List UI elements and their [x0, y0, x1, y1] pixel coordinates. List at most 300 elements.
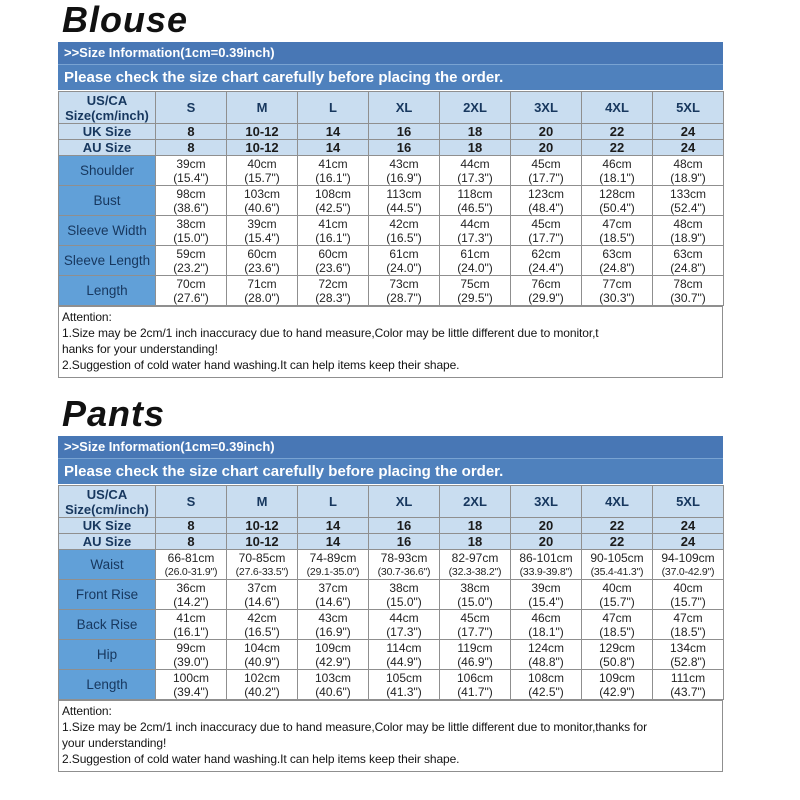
measurement-row	[59, 640, 724, 670]
measure-cm-line: 38cm	[389, 580, 419, 595]
measure-cell	[369, 550, 440, 580]
measure-cm-line: 78cm	[673, 276, 703, 291]
blouse-section	[58, 0, 723, 378]
measure-inch-line: (29.5")	[457, 290, 493, 305]
measure-inch-line: (15.7")	[599, 594, 635, 609]
row-label: Length	[59, 670, 156, 700]
measure-cm-line: 99cm	[176, 640, 206, 655]
measure-inch-line: (24.4")	[528, 260, 564, 275]
measure-cell	[369, 276, 440, 306]
size-col-header: 3XL	[511, 92, 582, 124]
row-label: Bust	[59, 186, 156, 216]
measure-cell	[440, 186, 511, 216]
measure-cell	[582, 550, 653, 580]
measure-cell	[511, 550, 582, 580]
measure-cm-line: 78-93cm	[380, 550, 428, 565]
measure-inch-line: (52.4")	[670, 200, 706, 215]
size-value-cell: 16	[369, 140, 440, 156]
size-conversion-row	[59, 518, 724, 534]
measure-cm-line: 128cm	[598, 186, 636, 201]
measure-inch-line: (15.7")	[244, 170, 280, 185]
measure-inch-line: (40.6")	[244, 200, 280, 215]
pants-size-table	[58, 485, 724, 700]
measure-cm-line: 47cm	[673, 610, 703, 625]
measure-cell	[156, 640, 227, 670]
attention-line: 2.Suggestion of cold water hand washing.It can help items keep their shape.	[62, 358, 460, 372]
size-col-header: 4XL	[582, 92, 653, 124]
measure-inch-line: (17.7")	[528, 170, 564, 185]
measure-inch-line: (18.9")	[670, 170, 706, 185]
measure-inch-line: (41.7")	[457, 684, 493, 699]
attention-line: 1.Size may be 2cm/1 inch inaccuracy due to hand measure,Color may be little different due to monitor,thanks for	[62, 720, 647, 734]
measure-cell	[582, 640, 653, 670]
measure-cell	[653, 216, 724, 246]
measure-cell	[298, 276, 369, 306]
measure-cell	[440, 640, 511, 670]
size-col-header: XL	[369, 92, 440, 124]
measure-cm-line: 76cm	[531, 276, 561, 291]
measure-inch-line: (28.0")	[244, 290, 280, 305]
measure-inch-line: (17.7")	[457, 624, 493, 639]
measure-cell	[227, 186, 298, 216]
measure-inch-line: (52.8")	[670, 654, 706, 669]
measure-cell	[298, 156, 369, 186]
row-label: Sleeve Length	[59, 246, 156, 276]
size-value-cell: 8	[156, 124, 227, 140]
measure-cm-line: 38cm	[176, 216, 206, 231]
measure-inch-line: (18.1")	[528, 624, 564, 639]
measure-inch-line: (15.0")	[457, 594, 493, 609]
measure-cm-line: 38cm	[460, 580, 490, 595]
measure-cell	[653, 580, 724, 610]
measure-inch-line: (14.6")	[315, 594, 351, 609]
corner-label-line: Size(cm/inch)	[65, 501, 149, 517]
row-label: Sleeve Width	[59, 216, 156, 246]
size-col-header: 2XL	[440, 92, 511, 124]
measure-cm-line: 59cm	[176, 246, 206, 261]
measure-cm-line: 90-105cm	[590, 550, 644, 565]
measure-inch-line: (24.8")	[670, 260, 706, 275]
size-value-cell: 20	[511, 518, 582, 534]
measure-cell	[440, 246, 511, 276]
measure-cm-line: 100cm	[172, 670, 210, 685]
measure-cell	[369, 216, 440, 246]
measure-cell	[511, 216, 582, 246]
pants-check-notice-bar: Please check the size chart carefully before placing the order.	[58, 458, 723, 484]
measure-cm-line: 75cm	[460, 276, 490, 291]
measure-cm-line: 39cm	[176, 156, 206, 171]
measure-cm-line: 40cm	[673, 580, 703, 595]
measure-cm-line: 47cm	[602, 610, 632, 625]
measure-cm-line: 111cm	[670, 670, 706, 685]
size-value-cell: 14	[298, 534, 369, 550]
measure-inch-line: (27.6-33.5")	[235, 565, 289, 578]
measure-cm-line: 108cm	[314, 186, 352, 201]
measure-cell	[227, 670, 298, 700]
size-col-header: 2XL	[440, 486, 511, 518]
measure-cm-line: 105cm	[385, 670, 423, 685]
measure-cell	[156, 276, 227, 306]
measure-cell	[298, 246, 369, 276]
measure-inch-line: (29.1-35.0")	[306, 565, 360, 578]
measure-inch-line: (18.9")	[670, 230, 706, 245]
measure-cell	[227, 610, 298, 640]
size-value-cell: 22	[582, 534, 653, 550]
measure-inch-line: (16.1")	[315, 170, 351, 185]
measure-inch-line: (38.6")	[173, 200, 209, 215]
size-col-header: L	[298, 92, 369, 124]
size-value-cell: 8	[156, 518, 227, 534]
measure-inch-line: (46.5")	[457, 200, 493, 215]
measure-cell	[511, 276, 582, 306]
size-conversion-row	[59, 124, 724, 140]
measure-inch-line: (40.2")	[244, 684, 280, 699]
measure-cell	[298, 610, 369, 640]
corner-label-line: US/CA	[86, 92, 128, 108]
size-col-header: M	[227, 92, 298, 124]
blouse-size-table	[58, 91, 724, 306]
measure-inch-line: (17.3")	[386, 624, 422, 639]
measure-cm-line: 39cm	[531, 580, 561, 595]
measure-cell	[653, 156, 724, 186]
attention-line: 2.Suggestion of cold water hand washing.It can help items keep their shape.	[62, 752, 460, 766]
measure-cm-line: 41cm	[318, 156, 348, 171]
measurement-row	[59, 246, 724, 276]
measure-cm-line: 61cm	[389, 246, 419, 261]
pants-size-info-bar: >>Size Information(1cm=0.39inch)	[58, 436, 723, 458]
size-col-header: S	[156, 92, 227, 124]
measure-cell	[582, 186, 653, 216]
measure-inch-line: (18.5")	[599, 624, 635, 639]
size-value-cell: 10-12	[227, 534, 298, 550]
measure-cm-line: 42cm	[389, 216, 419, 231]
measure-cm-line: 134cm	[669, 640, 707, 655]
pants-attention-box	[58, 700, 723, 772]
row-label: Front Rise	[59, 580, 156, 610]
size-col-header: 5XL	[653, 92, 724, 124]
measure-inch-line: (37.0-42.9")	[661, 565, 715, 578]
measure-cell	[582, 276, 653, 306]
measure-cm-line: 98cm	[176, 186, 206, 201]
measure-inch-line: (48.8")	[528, 654, 564, 669]
measure-cm-line: 74-89cm	[309, 550, 357, 565]
measure-inch-line: (33.9-39.8")	[519, 565, 573, 578]
size-value-cell: 14	[298, 140, 369, 156]
attention-line: Attention:	[62, 704, 112, 718]
size-col-header: 3XL	[511, 486, 582, 518]
measure-cell	[298, 216, 369, 246]
measure-cell	[511, 580, 582, 610]
size-col-header: 5XL	[653, 486, 724, 518]
size-value-cell: 16	[369, 518, 440, 534]
row-label: Length	[59, 276, 156, 306]
measure-cell	[369, 186, 440, 216]
measure-cm-line: 94-109cm	[661, 550, 715, 565]
measure-cm-line: 46cm	[602, 156, 632, 171]
row-label: Waist	[59, 550, 156, 580]
measure-cm-line: 133cm	[669, 186, 707, 201]
measure-cell	[227, 156, 298, 186]
measure-cell	[582, 216, 653, 246]
measure-inch-line: (42.9")	[315, 654, 351, 669]
measure-inch-line: (28.7")	[386, 290, 422, 305]
size-value-cell: 10-12	[227, 518, 298, 534]
measurement-row	[59, 580, 724, 610]
measure-cm-line: 66-81cm	[167, 550, 215, 565]
measure-cm-line: 63cm	[602, 246, 632, 261]
measure-inch-line: (18.5")	[670, 624, 706, 639]
measure-inch-line: (15.4")	[244, 230, 280, 245]
measure-cell	[582, 610, 653, 640]
measure-inch-line: (46.9")	[457, 654, 493, 669]
measure-cm-line: 42cm	[247, 610, 277, 625]
pants-section	[58, 394, 723, 772]
measure-inch-line: (23.6")	[244, 260, 280, 275]
measure-cell	[227, 640, 298, 670]
measure-inch-line: (23.2")	[173, 260, 209, 275]
attention-line: your understanding!	[62, 736, 167, 750]
measure-cell	[156, 670, 227, 700]
measure-cell	[653, 276, 724, 306]
measure-cell	[227, 550, 298, 580]
size-header-row	[59, 92, 724, 124]
measure-cm-line: 119cm	[457, 640, 493, 655]
measure-cm-line: 48cm	[673, 156, 703, 171]
measure-inch-line: (14.6")	[244, 594, 280, 609]
attention-line: 1.Size may be 2cm/1 inch inaccuracy due to hand measure,Color may be little different due to monitor,t	[62, 326, 599, 340]
measure-cm-line: 123cm	[527, 186, 565, 201]
measure-cell	[298, 550, 369, 580]
row-label: Hip	[59, 640, 156, 670]
size-corner-header	[59, 486, 156, 518]
measure-inch-line: (48.4")	[528, 200, 564, 215]
measure-cm-line: 43cm	[389, 156, 419, 171]
measure-cm-line: 45cm	[531, 156, 561, 171]
measure-cell	[156, 186, 227, 216]
measure-inch-line: (43.7")	[670, 684, 706, 699]
measure-inch-line: (32.3-38.2")	[448, 565, 502, 578]
measure-cm-line: 103cm	[314, 670, 352, 685]
measure-inch-line: (42.9")	[599, 684, 635, 699]
measure-cm-line: 104cm	[243, 640, 281, 655]
measure-cell	[511, 186, 582, 216]
size-value-cell: 18	[440, 140, 511, 156]
measure-inch-line: (30.7-36.6")	[377, 565, 431, 578]
measure-cell	[298, 186, 369, 216]
row-label: UK Size	[59, 518, 156, 534]
measure-cm-line: 82-97cm	[451, 550, 499, 565]
measure-inch-line: (28.3")	[315, 290, 351, 305]
blouse-title: Blouse	[62, 0, 189, 40]
blouse-check-notice-bar: Please check the size chart carefully before placing the order.	[58, 64, 723, 90]
measure-cell	[440, 156, 511, 186]
attention-line: hanks for your understanding!	[62, 342, 218, 356]
measure-inch-line: (16.9")	[386, 170, 422, 185]
size-value-cell: 22	[582, 124, 653, 140]
measure-cell	[227, 216, 298, 246]
measure-cell	[653, 246, 724, 276]
measure-cm-line: 124cm	[527, 640, 565, 655]
measure-cell	[227, 580, 298, 610]
measure-cm-line: 47cm	[602, 216, 632, 231]
measure-inch-line: (17.3")	[457, 230, 493, 245]
measure-inch-line: (50.8")	[599, 654, 635, 669]
measure-cm-line: 109cm	[598, 670, 636, 685]
measure-cell	[653, 610, 724, 640]
measure-inch-line: (15.4")	[173, 170, 209, 185]
measure-cell	[156, 550, 227, 580]
measure-cm-line: 108cm	[527, 670, 565, 685]
measure-cm-line: 72cm	[318, 276, 348, 291]
measure-cm-line: 44cm	[389, 610, 419, 625]
size-conversion-row	[59, 140, 724, 156]
size-value-cell: 18	[440, 518, 511, 534]
measure-cell	[440, 670, 511, 700]
corner-label-line: Size(cm/inch)	[65, 107, 149, 123]
pants-title: Pants	[62, 393, 166, 434]
measure-cm-line: 40cm	[602, 580, 632, 595]
measurement-row	[59, 276, 724, 306]
measurement-row	[59, 610, 724, 640]
size-value-cell: 24	[653, 124, 724, 140]
row-label: Shoulder	[59, 156, 156, 186]
attention-line: Attention:	[62, 310, 112, 324]
measure-cm-line: 61cm	[460, 246, 490, 261]
size-header-row	[59, 486, 724, 518]
measure-cm-line: 41cm	[318, 216, 348, 231]
measure-cm-line: 60cm	[247, 246, 277, 261]
measure-cell	[582, 580, 653, 610]
measure-cm-line: 106cm	[456, 670, 494, 685]
measure-cell	[298, 580, 369, 610]
measure-cm-line: 62cm	[531, 246, 561, 261]
measure-inch-line: (15.4")	[528, 594, 564, 609]
measurement-row	[59, 186, 724, 216]
measure-cell	[653, 186, 724, 216]
measure-cell	[156, 580, 227, 610]
measure-cm-line: 113cm	[386, 186, 422, 201]
measure-cell	[582, 156, 653, 186]
measure-cell	[440, 610, 511, 640]
measure-cm-line: 48cm	[673, 216, 703, 231]
measure-inch-line: (44.9")	[386, 654, 422, 669]
measure-inch-line: (15.0")	[386, 594, 422, 609]
measure-inch-line: (23.6")	[315, 260, 351, 275]
row-label: UK Size	[59, 124, 156, 140]
measure-cm-line: 45cm	[531, 216, 561, 231]
size-col-header: M	[227, 486, 298, 518]
measure-inch-line: (50.4")	[599, 200, 635, 215]
measure-cell	[227, 246, 298, 276]
measure-cell	[653, 550, 724, 580]
measure-cell	[156, 246, 227, 276]
measure-cell	[440, 276, 511, 306]
measure-cm-line: 103cm	[243, 186, 281, 201]
measure-cm-line: 118cm	[457, 186, 493, 201]
size-value-cell: 20	[511, 124, 582, 140]
measure-cm-line: 114cm	[386, 640, 422, 655]
size-value-cell: 8	[156, 534, 227, 550]
measure-cell	[440, 216, 511, 246]
size-value-cell: 22	[582, 518, 653, 534]
size-value-cell: 20	[511, 534, 582, 550]
size-col-header: XL	[369, 486, 440, 518]
size-corner-header	[59, 92, 156, 124]
measure-cell	[298, 640, 369, 670]
measurement-row	[59, 550, 724, 580]
measure-cell	[369, 610, 440, 640]
measure-inch-line: (15.0")	[173, 230, 209, 245]
measure-cm-line: 46cm	[531, 610, 561, 625]
measure-inch-line: (24.0")	[386, 260, 422, 275]
size-value-cell: 22	[582, 140, 653, 156]
measure-cell	[582, 670, 653, 700]
size-value-cell: 10-12	[227, 140, 298, 156]
measure-cm-line: 37cm	[318, 580, 348, 595]
size-col-header: 4XL	[582, 486, 653, 518]
measure-inch-line: (40.9")	[244, 654, 280, 669]
measure-inch-line: (42.5")	[528, 684, 564, 699]
measure-cm-line: 37cm	[247, 580, 277, 595]
measure-cm-line: 60cm	[318, 246, 348, 261]
measure-inch-line: (18.5")	[599, 230, 635, 245]
measure-cell	[511, 640, 582, 670]
measure-cm-line: 36cm	[176, 580, 206, 595]
measure-inch-line: (16.1")	[315, 230, 351, 245]
size-value-cell: 24	[653, 518, 724, 534]
size-value-cell: 16	[369, 124, 440, 140]
measure-cm-line: 70cm	[176, 276, 206, 291]
measure-cell	[511, 156, 582, 186]
measure-cm-line: 44cm	[460, 216, 490, 231]
size-col-header: L	[298, 486, 369, 518]
measure-cm-line: 70-85cm	[238, 550, 286, 565]
measure-cell	[156, 216, 227, 246]
row-label: AU Size	[59, 140, 156, 156]
measure-cell	[653, 670, 724, 700]
measure-inch-line: (44.5")	[386, 200, 422, 215]
measure-inch-line: (29.9")	[528, 290, 564, 305]
measure-inch-line: (27.6")	[173, 290, 209, 305]
measure-cm-line: 71cm	[247, 276, 277, 291]
measure-inch-line: (35.4-41.3")	[590, 565, 644, 578]
size-value-cell: 24	[653, 534, 724, 550]
measure-cm-line: 39cm	[247, 216, 277, 231]
size-col-header: S	[156, 486, 227, 518]
blouse-attention-box	[58, 306, 723, 378]
measure-cm-line: 44cm	[460, 156, 490, 171]
measurement-row	[59, 156, 724, 186]
corner-label-line: US/CA	[86, 486, 128, 502]
measure-cm-line: 40cm	[247, 156, 277, 171]
measure-cell	[511, 610, 582, 640]
measure-inch-line: (16.1")	[173, 624, 209, 639]
size-value-cell: 16	[369, 534, 440, 550]
measure-cell	[511, 246, 582, 276]
measure-inch-line: (39.4")	[173, 684, 209, 699]
measure-inch-line: (14.2")	[173, 594, 209, 609]
measure-cm-line: 129cm	[598, 640, 636, 655]
measure-cell	[227, 276, 298, 306]
size-chart-page	[58, 0, 723, 772]
measure-inch-line: (42.5")	[315, 200, 351, 215]
measure-cm-line: 77cm	[602, 276, 632, 291]
measure-cm-line: 63cm	[673, 246, 703, 261]
measure-cm-line: 73cm	[389, 276, 419, 291]
measure-inch-line: (16.9")	[315, 624, 351, 639]
measure-inch-line: (16.5")	[244, 624, 280, 639]
size-conversion-row	[59, 534, 724, 550]
